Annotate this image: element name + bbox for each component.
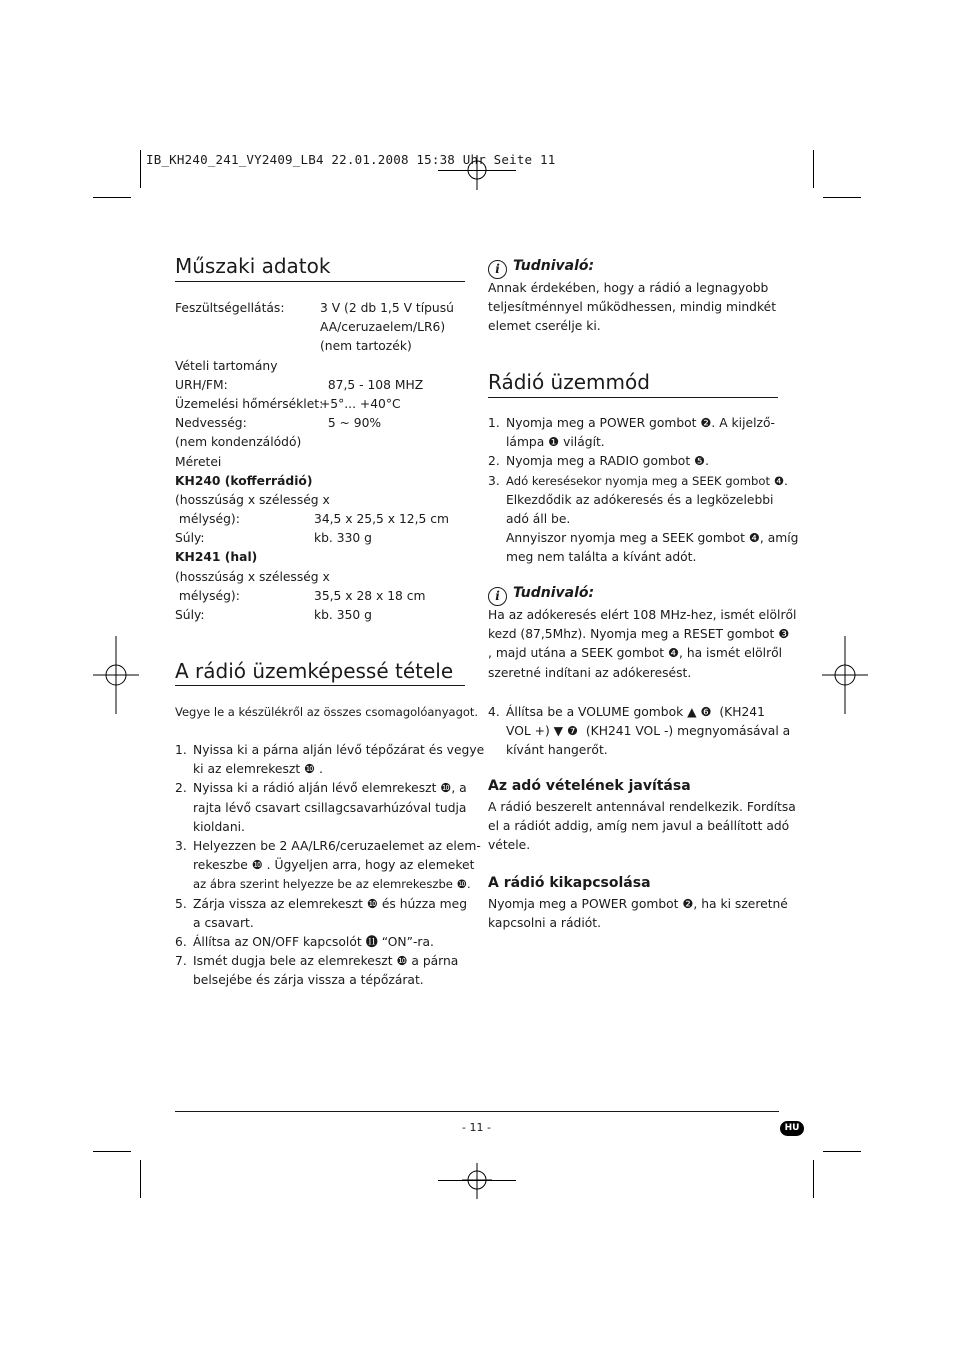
spec-row: URH/FM: 87,5 - 108 MHZ bbox=[175, 377, 424, 392]
language-badge: HU bbox=[780, 1121, 804, 1136]
registration-mark-right bbox=[822, 636, 868, 714]
subheading-switch-off: A rádió kikapcsolása bbox=[488, 875, 651, 891]
spec-row: (hosszúság x szélesség x bbox=[175, 492, 330, 507]
spec-row: Vételi tartomány bbox=[175, 358, 278, 373]
section-rule bbox=[175, 281, 465, 282]
list-item: 6. Állítsa az ON/OFF kapcsolót ⓫ “ON”-ra. bbox=[175, 934, 434, 949]
info-icon: i bbox=[488, 260, 507, 279]
list-item: 1. Nyomja meg a POWER gombot ❷. A kijelző- lámpa ❶ világít. bbox=[488, 416, 775, 450]
spec-row: mélység): 34,5 x 25,5 x 12,5 cm bbox=[175, 512, 449, 527]
crop-mark bbox=[93, 1151, 131, 1152]
section-title-radio: Rádió üzemmód bbox=[488, 370, 650, 394]
crop-mark bbox=[140, 1160, 141, 1198]
section-title-setup: A rádió üzemképessé tétele bbox=[175, 659, 454, 683]
reception-text: A rádió beszerelt antennával rendelkezik. Fordítsa el a rádiót addig, amíg nem javul a beállított adó vétele. bbox=[488, 800, 796, 853]
crop-mark bbox=[813, 150, 814, 188]
list-item: 3. Adó keresésekor nyomja meg a SEEK gombot ❹. Elkezdődik az adókeresés és a legközelebbi adó áll be. Annyiszor nyomja meg a SEEK gombot ❹, amíg meg nem találta a kívánt adót. bbox=[488, 473, 799, 565]
registration-mark-bottom bbox=[462, 1163, 492, 1199]
registration-mark-top bbox=[462, 155, 492, 190]
registration-mark-left bbox=[93, 636, 139, 714]
specs-table bbox=[175, 299, 475, 625]
section-rule bbox=[488, 397, 778, 398]
section-title-specs: Műszaki adatok bbox=[175, 254, 331, 278]
list-item: 5. Zárja vissza az elemrekeszt ❿ és húzza meg a csavart. bbox=[175, 896, 468, 930]
spec-row: Nedvesség: 5 ~ 90% bbox=[175, 416, 382, 431]
crop-mark bbox=[823, 1151, 861, 1152]
spec-row: AA/ceruzaelem/LR6) bbox=[320, 320, 446, 335]
list-item: 3. Helyezzen be 2 AA/LR6/ceruzaelemet az elem- rekeszbe ❿ . Ügyeljen arra, hogy az elemeket az ábra szerint helyezze be az elemrekeszbe ❿. bbox=[175, 838, 481, 892]
info-icon: i bbox=[488, 587, 507, 606]
switch-off-text: Nyomja meg a POWER gombot ❷, ha ki szeretné kapcsolni a rádiót. bbox=[488, 897, 788, 931]
list-item: 1. Nyissa ki a párna alján lévő tépőzárat és vegye ki az elemrekeszt ❿ . bbox=[175, 743, 485, 777]
spec-subtitle-kh241: KH241 (hal) bbox=[175, 550, 258, 565]
crop-mark bbox=[93, 197, 131, 198]
spec-row: Súly: kb. 350 g bbox=[175, 608, 372, 622]
list-item: 7. Ismét dugja bele az elemrekeszt ❿ a párna belsejébe és zárja vissza a tépőzárat. bbox=[175, 954, 459, 988]
spec-row: Feszültségellátás: 3 V (2 db 1,5 V típusú bbox=[175, 301, 454, 315]
radio-step-4 bbox=[488, 703, 791, 761]
list-item: 2. Nyissa ki a rádió alján lévő elemrekeszt ❿, a rajta lévő csavart csillagcsavarhúzóval tudja kioldani. bbox=[175, 781, 467, 834]
crop-mark bbox=[823, 197, 861, 198]
page-number: - 11 - bbox=[462, 1121, 491, 1134]
spec-row: Súly: kb. 330 g bbox=[175, 531, 372, 546]
list-item: 2. Nyomja meg a RADIO gombot ❺. bbox=[488, 454, 709, 469]
setup-steps bbox=[175, 741, 485, 991]
note-text: Ha az adókeresés elért 108 MHz-hez, ismét elölről kezd (87,5Mhz). Nyomja meg a RESET gombot ❸ , majd utána a SEEK gombot ❹, ha ismét elölről szeretné indítani az adókeresést. bbox=[488, 608, 797, 680]
spec-row: mélység): 35,5 x 28 x 18 cm bbox=[175, 588, 426, 603]
print-slug: IB_KH240_241_VY2409_LB4 22.01.2008 15:38 Uhr Seite 11 bbox=[146, 152, 556, 167]
list-item: 4. Állítsa be a VOLUME gombok ▲ ❻ (KH241 VOL +) ▼ ❼ (KH241 VOL -) megnyomásával a kívánt hangerőt. bbox=[488, 705, 791, 758]
section-rule bbox=[175, 685, 465, 686]
spec-row: Méretei bbox=[175, 454, 222, 469]
radio-steps bbox=[488, 414, 799, 568]
setup-intro: Vegye le a készülékről az összes csomagolóanyagot. bbox=[175, 705, 479, 719]
spec-row: (nem kondenzálódó) bbox=[175, 435, 302, 450]
crop-mark bbox=[813, 1160, 814, 1198]
note-text: Annak érdekében, hogy a rádió a legnagyobb teljesítménnyel működhessen, mindig mindkét elemet cserélje ki. bbox=[488, 281, 777, 334]
spec-row: (nem tartozék) bbox=[320, 339, 412, 354]
crop-mark bbox=[140, 150, 141, 188]
spec-row: Üzemelési hőmérséklet: +5°... +40°C bbox=[175, 396, 401, 411]
spec-row: (hosszúság x szélesség x bbox=[175, 569, 330, 584]
note-heading: i Tudnivaló: bbox=[488, 258, 594, 279]
subheading-reception: Az adó vételének javítása bbox=[488, 778, 691, 794]
note-heading: i Tudnivaló: bbox=[488, 585, 594, 606]
spec-subtitle-kh240: KH240 (kofferrádió) bbox=[175, 473, 313, 488]
footer-rule bbox=[175, 1111, 779, 1112]
